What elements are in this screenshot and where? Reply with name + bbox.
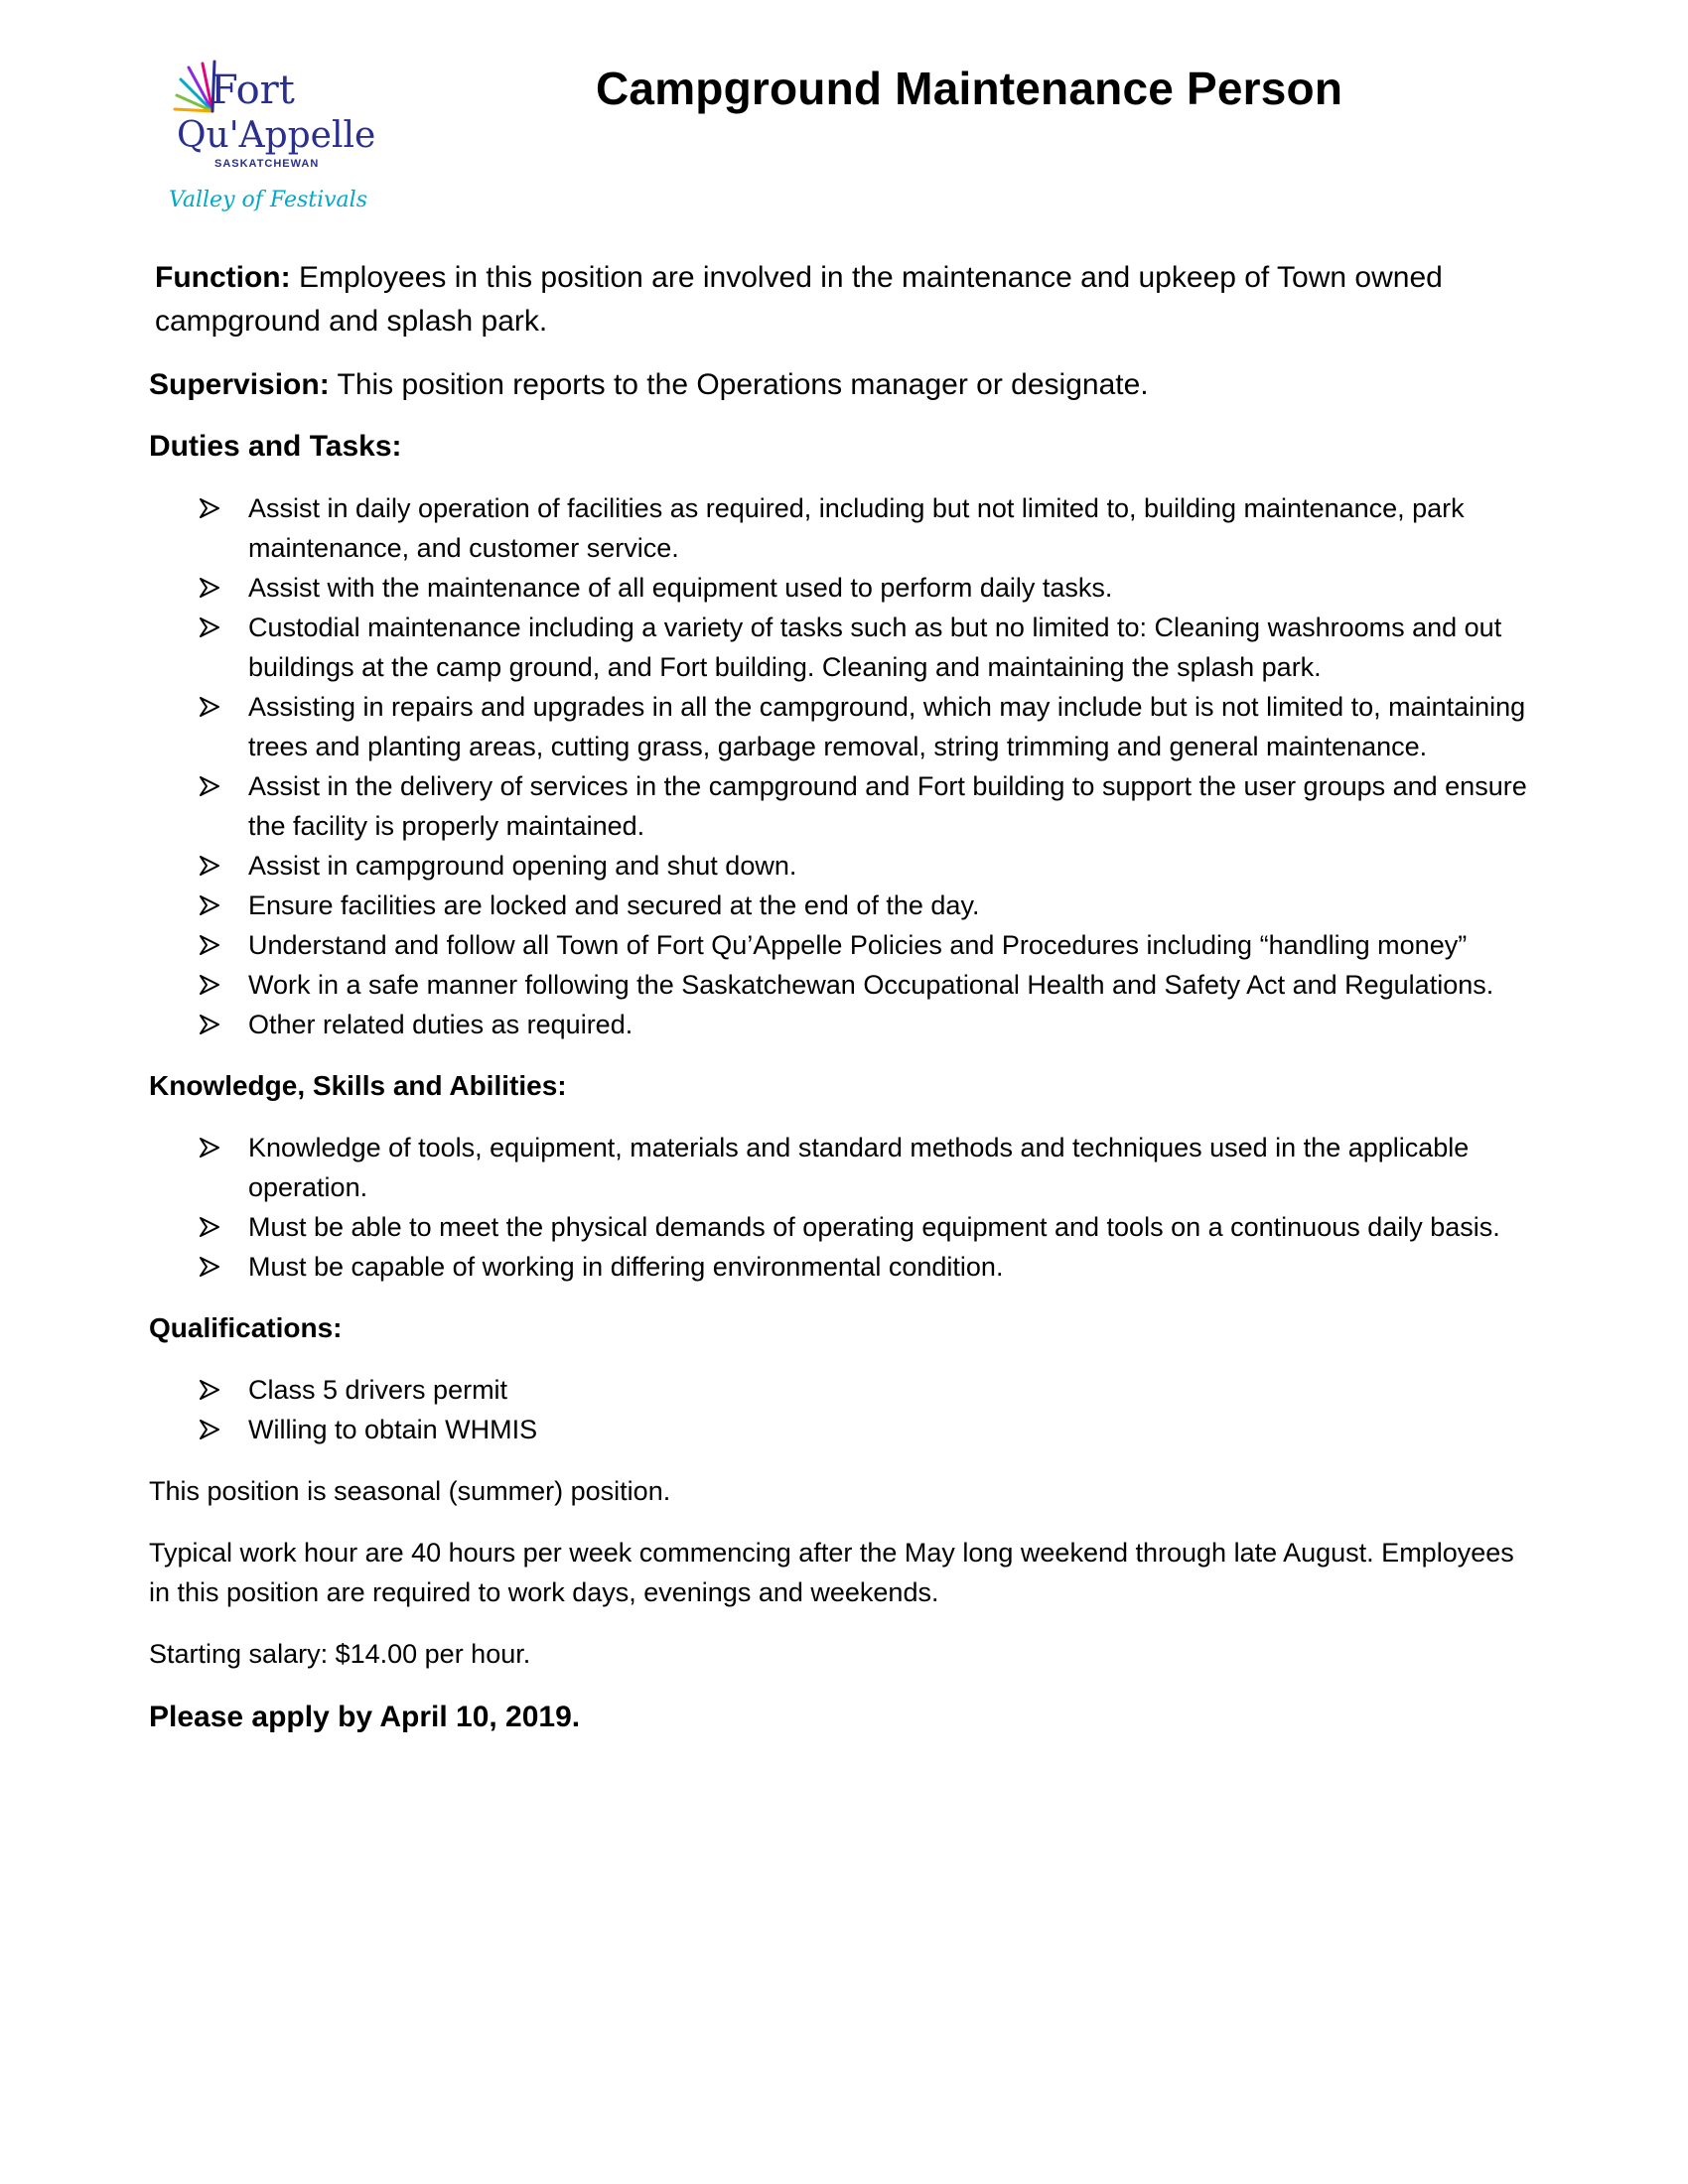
arrow-bullet-icon bbox=[199, 497, 220, 519]
list-item bbox=[149, 766, 1529, 846]
list-item bbox=[149, 1128, 1529, 1207]
list-item-text: Must be able to meet the physical demands of operating equipment and tools on a continuous daily basis. bbox=[248, 1212, 1500, 1242]
logo-tagline: Valley of Festivals bbox=[169, 188, 367, 212]
logo-graphic bbox=[159, 60, 387, 228]
knowledge-list bbox=[149, 1128, 1529, 1287]
arrow-bullet-icon bbox=[199, 894, 220, 916]
list-item-text: Assist in campground opening and shut down. bbox=[248, 851, 797, 881]
arrow-bullet-icon bbox=[199, 1256, 220, 1278]
function-text: Employees in this position are involved in the maintenance and upkeep of Town owned campground and splash park. bbox=[155, 261, 1443, 338]
list-item-text: Ensure facilities are locked and secured at the end of the day. bbox=[248, 890, 980, 920]
arrow-bullet-icon bbox=[199, 934, 220, 956]
apply-deadline: Please apply by April 10, 2019. bbox=[149, 1701, 581, 1733]
list-item-text: Custodial maintenance including a variety of tasks such as but no limited to: Cleaning washrooms and out buildings at the camp ground, and Fort building. Cleaning and maintaining the splash park. bbox=[248, 613, 1502, 682]
list-item-text: Understand and follow all Town of Fort Qu’Appelle Policies and Procedures including “handling money” bbox=[248, 930, 1468, 960]
logo-line1: Fort bbox=[211, 68, 295, 113]
starting-salary: Starting salary: $14.00 per hour. bbox=[149, 1639, 531, 1669]
duties-list bbox=[149, 488, 1529, 1044]
supervision-paragraph bbox=[149, 363, 1529, 407]
arrow-bullet-icon bbox=[199, 1379, 220, 1401]
list-item bbox=[149, 1410, 1529, 1449]
list-item bbox=[149, 846, 1529, 886]
list-item-text: Assist with the maintenance of all equipment used to perform daily tasks. bbox=[248, 573, 1113, 603]
page-title: Campground Maintenance Person bbox=[596, 63, 1343, 114]
qualifications-list bbox=[149, 1370, 1529, 1449]
job-posting-body bbox=[149, 256, 1529, 1739]
arrow-bullet-icon bbox=[199, 1137, 220, 1159]
arrow-bullet-icon bbox=[199, 974, 220, 996]
arrow-bullet-icon bbox=[199, 616, 220, 638]
logo-line2: Qu'Appelle bbox=[177, 115, 376, 156]
list-item bbox=[149, 1247, 1529, 1287]
arrow-bullet-icon bbox=[199, 1216, 220, 1238]
list-item bbox=[149, 1370, 1529, 1410]
list-item-text: Willing to obtain WHMIS bbox=[248, 1415, 538, 1444]
arrow-bullet-icon bbox=[199, 1014, 220, 1035]
work-hours-note: Typical work hour are 40 hours per week commencing after the May long weekend through late August. Employees in this position are required to work days, evenings and weekends. bbox=[149, 1538, 1514, 1607]
list-item bbox=[149, 568, 1529, 608]
function-label: Function: bbox=[155, 261, 291, 294]
arrow-bullet-icon bbox=[199, 696, 220, 718]
arrow-bullet-icon bbox=[199, 577, 220, 599]
list-item-text: Work in a safe manner following the Saskatchewan Occupational Health and Safety Act and Regulations. bbox=[248, 970, 1494, 1000]
list-item-text: Assist in the delivery of services in the campground and Fort building to support the user groups and ensure the facility is properly maintained. bbox=[248, 771, 1527, 841]
fort-quappelle-logo bbox=[159, 60, 387, 228]
duties-heading: Duties and Tasks: bbox=[149, 430, 402, 463]
list-item bbox=[149, 608, 1529, 687]
list-item-text: Class 5 drivers permit bbox=[248, 1375, 508, 1405]
seasonal-note: This position is seasonal (summer) position. bbox=[149, 1476, 671, 1506]
list-item-text: Knowledge of tools, equipment, materials and standard methods and techniques used in the applicable operation. bbox=[248, 1133, 1470, 1202]
arrow-bullet-icon bbox=[199, 1419, 220, 1440]
list-item-text: Must be capable of working in differing environmental condition. bbox=[248, 1252, 1004, 1282]
list-item bbox=[149, 1207, 1529, 1247]
arrow-bullet-icon bbox=[199, 855, 220, 877]
list-item-text: Assist in daily operation of facilities as required, including but not limited to, building maintenance, park maintenance, and customer service. bbox=[248, 493, 1465, 563]
logo-line3: SASKATCHEWAN bbox=[214, 158, 320, 170]
knowledge-heading: Knowledge, Skills and Abilities: bbox=[149, 1070, 567, 1101]
function-paragraph bbox=[149, 256, 1529, 343]
supervision-text: This position reports to the Operations manager or designate. bbox=[329, 368, 1149, 401]
list-item bbox=[149, 925, 1529, 965]
list-item bbox=[149, 1005, 1529, 1044]
qualifications-heading: Qualifications: bbox=[149, 1312, 343, 1343]
list-item bbox=[149, 886, 1529, 925]
list-item-text: Assisting in repairs and upgrades in all the campground, which may include but is not limited to, maintaining trees and planting areas, cutting grass, garbage removal, string trimming and general maintenance. bbox=[248, 692, 1526, 761]
list-item bbox=[149, 687, 1529, 766]
arrow-bullet-icon bbox=[199, 775, 220, 797]
firework-burst-icon bbox=[175, 62, 214, 111]
list-item bbox=[149, 965, 1529, 1005]
list-item-text: Other related duties as required. bbox=[248, 1010, 633, 1039]
list-item bbox=[149, 488, 1529, 568]
supervision-label: Supervision: bbox=[149, 368, 330, 401]
